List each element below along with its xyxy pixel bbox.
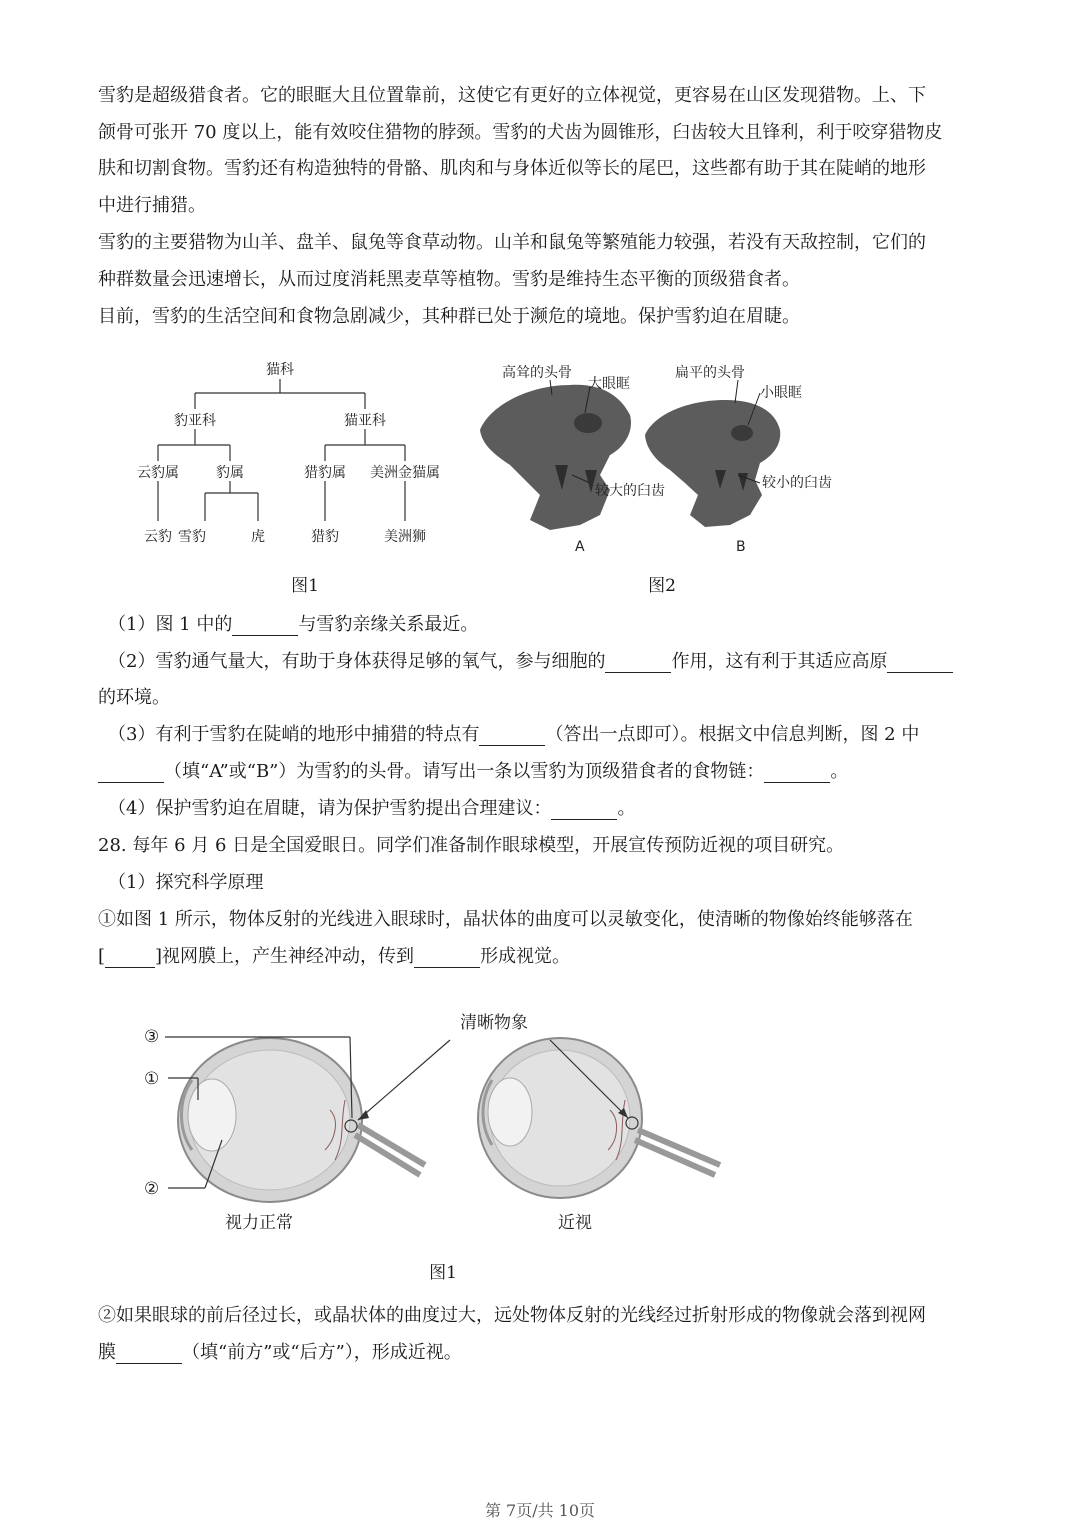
tree-genus-puma: 美洲金猫属 [370,465,440,481]
q28-s2-line1: ②如果眼球的前后径过长，或晶状体的曲度过大，远处物体反射的光线经过折射形成的物像就会落到视网 [98,1305,926,1326]
tree-genus-panthera: 豹属 [216,465,244,481]
tree-species-snow-leopard: 雪豹 [178,529,206,545]
tree-genus-acinonyx: 猎豹属 [304,465,346,481]
passage-line-5: 雪豹的主要猎物为山羊、盘羊、鼠兔等食草动物。山羊和鼠兔等繁殖能力较强，若没有天敌控制，它们的 [98,232,926,253]
tree-species-puma: 美洲狮 [384,529,426,545]
eye-figure [130,1000,750,1240]
skull-b-image [645,400,780,527]
q4-text-a: （4）保护雪豹迫在眉睫，请为保护雪豹提出合理建议： [108,798,552,819]
skull-a-letter: A [575,539,585,555]
question-1 [108,607,998,643]
q28-s2-text-b: 膜 [98,1342,116,1363]
tree-species-clouded-leopard: 云豹 [144,529,172,545]
passage-line-7: 目前，雪豹的生活空间和食物急剧减少，其种群已处于濒危的境地。保护雪豹迫在眉睫。 [98,306,800,327]
figure-2-caption: 图2 [648,576,676,596]
question-3-cont [98,754,988,790]
skull-a-top-label: 高耸的头骨 [502,365,572,381]
q28-s1-line2 [98,939,988,975]
q3-answer-blank-3[interactable] [764,760,830,783]
q28-s1-text-c: ]视网膜上，产生神经冲动，传到 [155,946,415,967]
eye-myopia-image [478,1038,720,1198]
q1-text-b: 与雪豹亲缘关系最近。 [298,614,479,635]
tree-root: 猫科 [266,362,294,378]
label-normal-vision: 视力正常 [225,1213,293,1233]
label-part-3: ③ [144,1027,160,1047]
label-myopia: 近视 [558,1213,592,1233]
q28-sub1: （1）探究科学原理 [108,872,264,893]
q28-s1-answer-blank-1[interactable] [105,945,155,968]
q28-s1-bracket-open: [ [98,946,106,967]
tree-species-tiger: 虎 [251,529,265,545]
tree-subfamily-pantherinae: 豹亚科 [174,413,216,429]
label-part-1: ① [144,1069,160,1089]
q3-text-b: （答出一点即可）。根据文中信息判断，图 2 中 [545,724,920,745]
passage-line-4: 中进行捕猎。 [98,195,206,216]
passage-line-1: 雪豹是超级猎食者。它的眼眶大且位置靠前，这使它有更好的立体视觉，更容易在山区发现猎物。上、下 [98,85,926,106]
passage-line-3: 肤和切割食物。雪豹还有构造独特的骨骼、肌肉和与身体近似等长的尾巴，这些都有助于其在陡峭的地形 [98,158,926,179]
passage-line-2: 颌骨可张开 70 度以上，能有效咬住猎物的脖颈。雪豹的犬齿为圆锥形，臼齿较大且锋利，利于咬穿猎物皮 [98,122,943,143]
q2-text-b: 作用，这有利于其适应高原 [671,651,888,672]
q28-s2-text-c: （填“前方”或“后方”），形成近视。 [182,1342,462,1363]
tree-genus-neofelis: 云豹属 [137,465,179,481]
label-part-2: ② [144,1179,160,1199]
page-footer: 第 7页/共 10页 [484,1501,596,1520]
q2-answer-blank-2[interactable] [887,650,953,673]
skull-b-letter: B [736,539,746,555]
skull-a-tooth-label: 较大的臼齿 [595,483,665,499]
question-2 [108,644,998,680]
q3-answer-blank-2[interactable] [98,760,164,783]
q28-s1-line1: ①如图 1 所示，物体反射的光线进入眼球时，晶状体的曲度可以灵敏变化，使清晰的物像始终能够落在 [98,909,913,930]
tree-species-cheetah: 猎豹 [311,529,339,545]
figure-1-caption: 图1 [291,576,319,596]
q3-answer-blank-1[interactable] [479,723,545,746]
q4-answer-blank[interactable] [551,797,617,820]
q4-text-b: 。 [617,798,636,819]
q1-answer-blank[interactable] [232,613,298,636]
skull-b-top-label: 扁平的头骨 [675,365,745,381]
q28-s2-answer-blank[interactable] [116,1341,182,1364]
eye-figure-caption: 图1 [429,1263,457,1283]
question-2-cont: 的环境。 [98,687,170,708]
eye-normal-image [178,1038,425,1202]
label-clear-image: 清晰物象 [460,1013,528,1033]
classification-tree-figure [120,355,460,555]
skull-b-eye-label: 小眼眶 [760,385,802,401]
q28-s1-answer-blank-2[interactable] [414,945,480,968]
skull-comparison-figure [470,355,850,565]
q28-s1-text-d: 形成视觉。 [480,946,571,967]
q28-title: 28. 每年 6 月 6 日是全国爱眼日。同学们准备制作眼球模型，开展宣传预防近视的项目研究。 [98,835,845,856]
q3-text-a: （3）有利于雪豹在陡峭的地形中捕猎的特点有 [108,724,480,745]
skull-b-tooth-label: 较小的臼齿 [762,475,832,491]
question-4 [108,791,998,827]
q2-text-a: （2）雪豹通气量大，有助于身体获得足够的氧气，参与细胞的 [108,651,606,672]
skull-a-eye-label: 大眼眶 [588,376,630,392]
skull-a-image [480,385,631,530]
question-3 [108,717,998,753]
q2-answer-blank-1[interactable] [605,650,671,673]
q3-text-c: （填“A”或“B”）为雪豹的头骨。请写出一条以雪豹为顶级猎食者的食物链： [164,761,765,782]
q3-text-d: 。 [830,761,849,782]
q28-s2-line2 [98,1335,988,1371]
passage-line-6: 种群数量会迅速增长，从而过度消耗黑麦草等植物。雪豹是维持生态平衡的顶级猎食者。 [98,269,800,290]
q1-text-a: （1）图 1 中的 [108,614,233,635]
tree-subfamily-felinae: 猫亚科 [344,413,386,429]
